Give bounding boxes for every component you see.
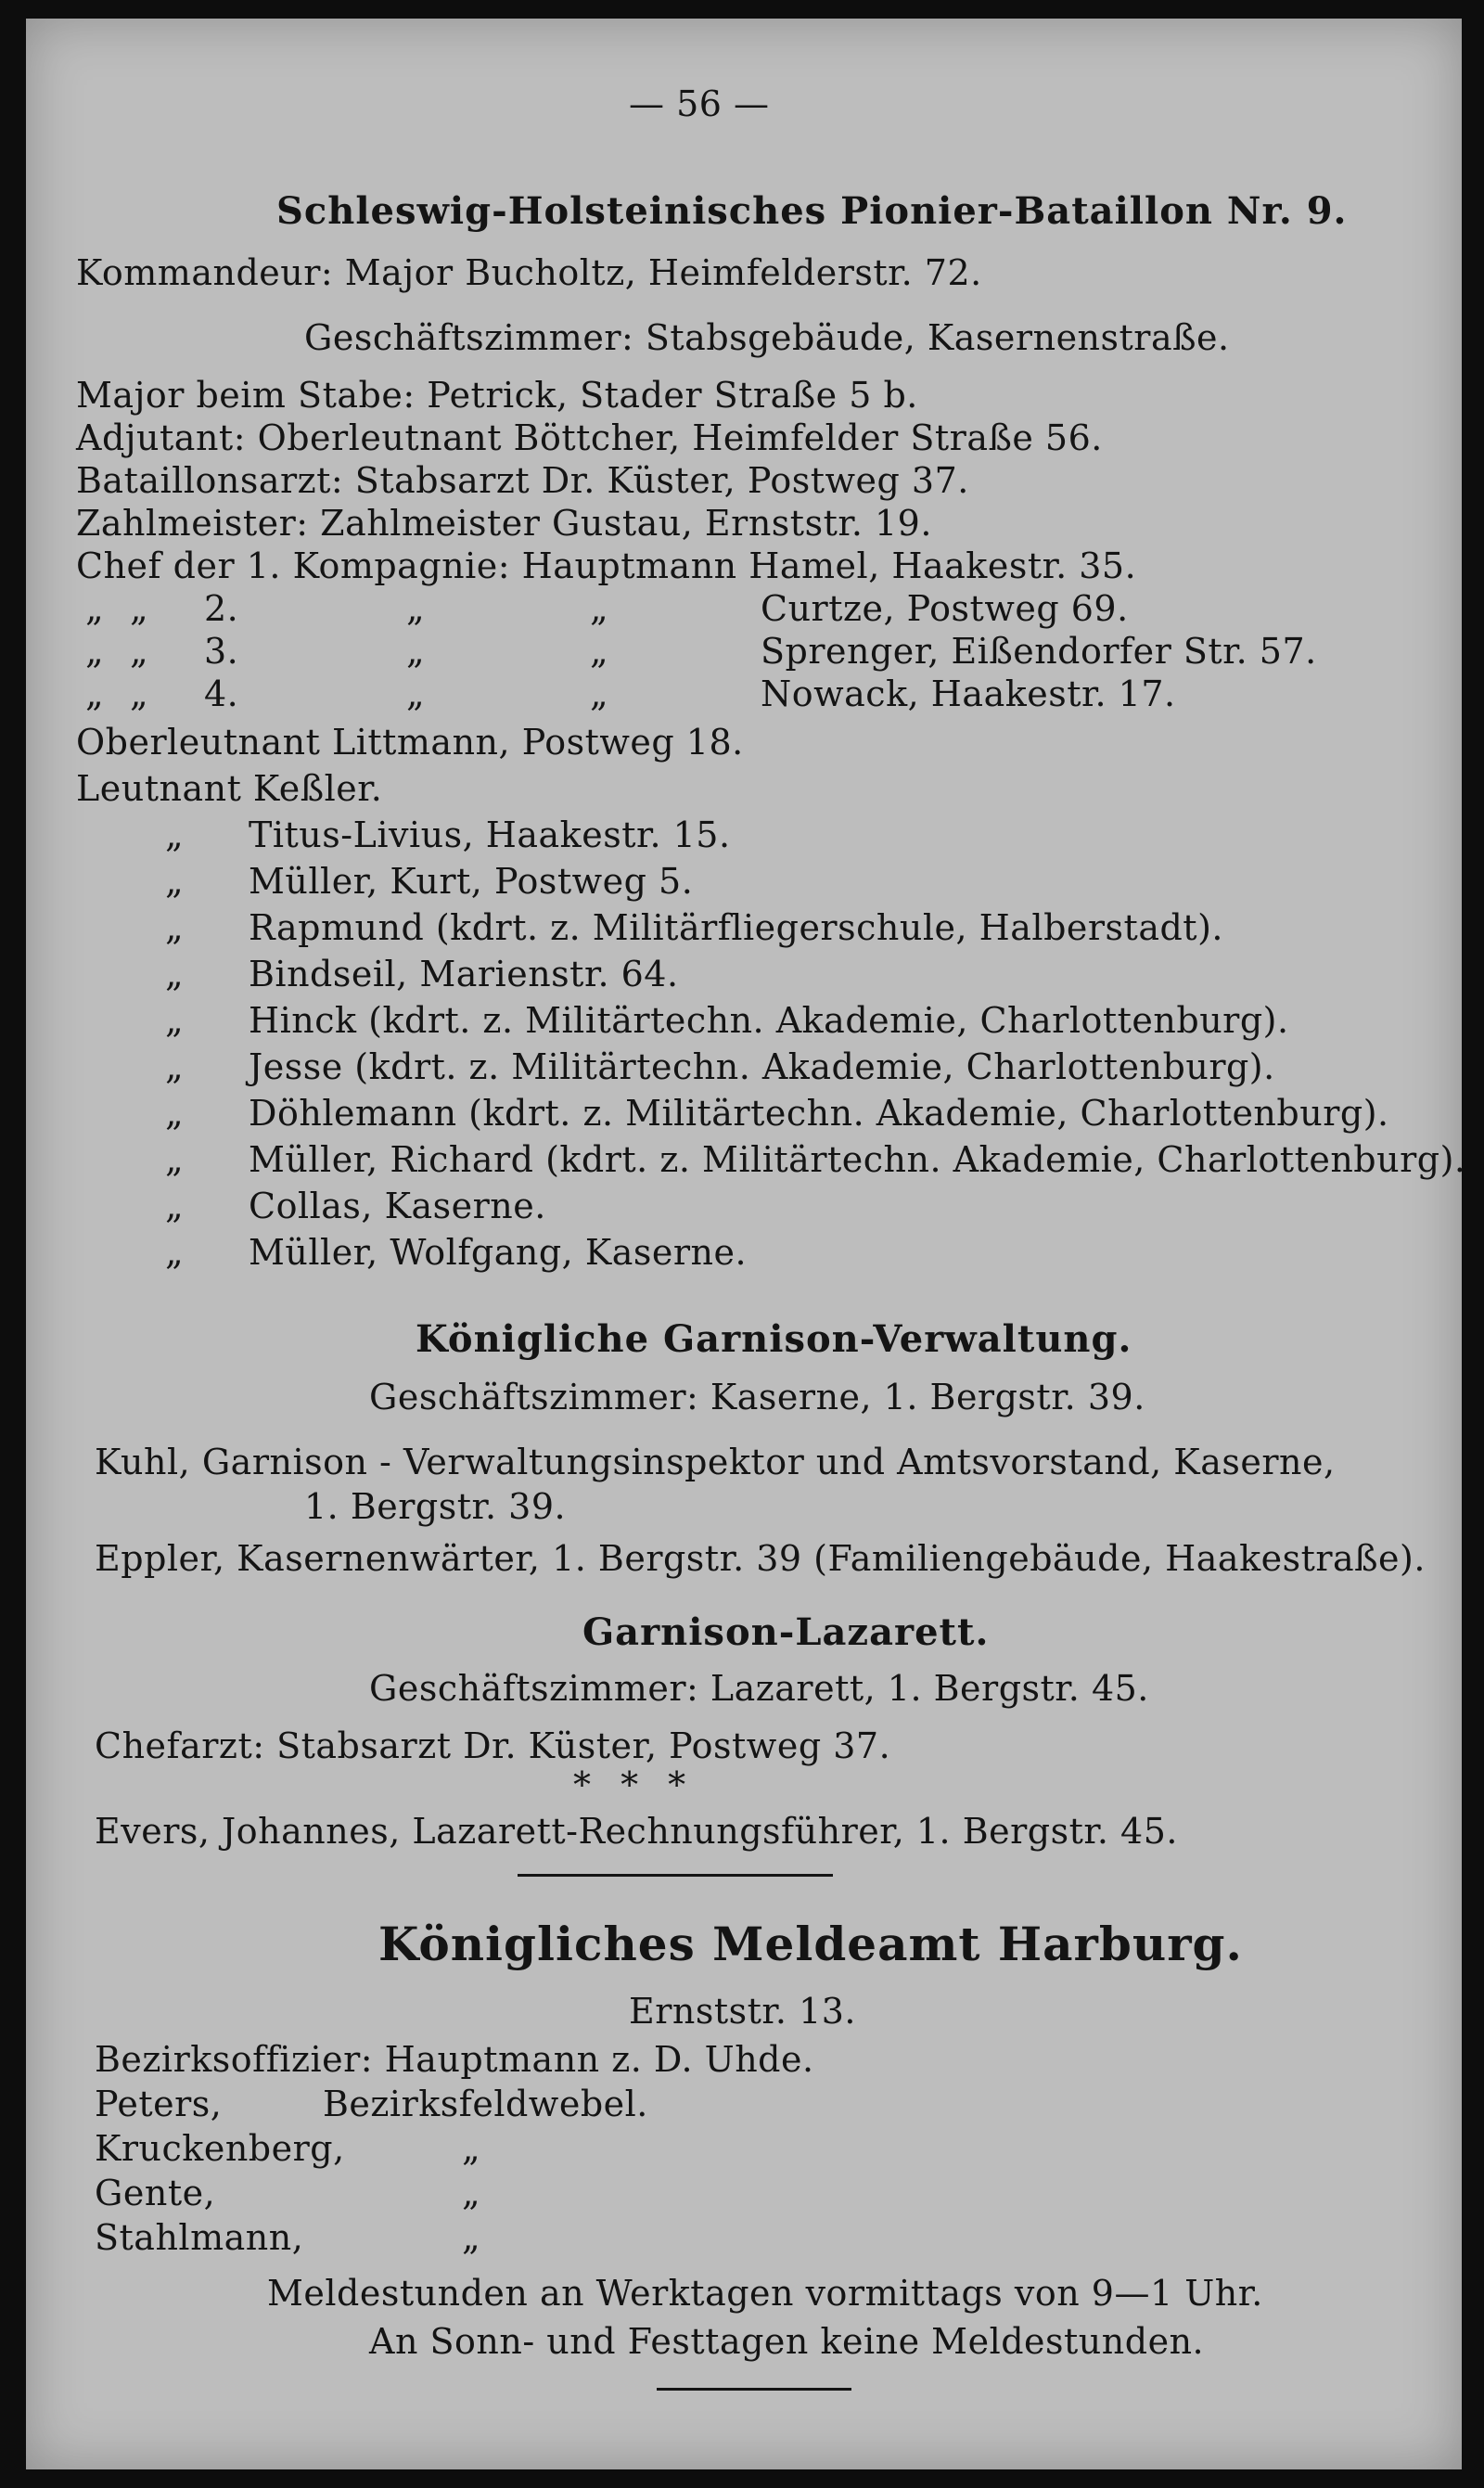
ditto-mark: „	[85, 673, 104, 714]
company-3-name: Sprenger, Eißendorfer Str. 57.	[761, 631, 1317, 672]
ditto-mark: „	[462, 2173, 480, 2213]
ditto-mark: „	[85, 631, 104, 672]
ditto-mark: „	[165, 1232, 184, 1273]
ditto-mark: „	[165, 814, 184, 855]
ditto-mark: „	[165, 954, 184, 994]
kuhl-entry-continued: 1. Bergstr. 39.	[304, 1486, 567, 1527]
ditto-mark: „	[165, 1093, 184, 1134]
pioneer-office: Geschäftszimmer: Stabsgebäude, Kasernenstraße.	[304, 317, 1230, 358]
staff-role: Bezirksfeldwebel.	[323, 2084, 648, 2124]
office-hours: Meldestunden an Werktagen vormittags von 9—1 Uhr.	[267, 2273, 1263, 2314]
staff-name: Peters,	[95, 2084, 223, 2124]
ditto-mark: „	[85, 588, 104, 629]
leutnant-entry: Döhlemann (kdrt. z. Militärtechn. Akademie, Charlottenburg).	[249, 1093, 1389, 1134]
registration-address: Ernststr. 13.	[629, 1991, 857, 2032]
pioneer-paymaster: Zahlmeister: Zahlmeister Gustau, Ernststr. 19.	[76, 503, 932, 544]
garrison-admin-title: Königliche Garnison-Verwaltung.	[416, 1317, 1132, 1361]
end-divider	[657, 2388, 851, 2391]
ditto-mark: „	[130, 588, 148, 629]
company-2-number: 2.	[204, 588, 239, 629]
district-officer: Bezirksoffizier: Hauptmann z. D. Uhde.	[95, 2039, 814, 2080]
company-2-name: Curtze, Postweg 69.	[761, 588, 1129, 629]
staff-name: Stahlmann,	[95, 2217, 304, 2258]
asterisk-divider: * * *	[573, 1764, 696, 1805]
pioneer-commander: Kommandeur: Major Bucholtz, Heimfelderstr. 72.	[76, 252, 982, 293]
company-1: Chef der 1. Kompagnie: Hauptmann Hamel, Haakestr. 35.	[76, 545, 1137, 586]
ditto-mark: „	[165, 1046, 184, 1087]
pioneer-doctor: Bataillonsarzt: Stabsarzt Dr. Küster, Postweg 37.	[76, 460, 969, 501]
company-3-number: 3.	[204, 631, 239, 672]
ditto-mark: „	[590, 631, 608, 672]
staff-name: Gente,	[95, 2173, 216, 2213]
company-4-name: Nowack, Haakestr. 17.	[761, 673, 1176, 714]
leutnant-entry: Collas, Kaserne.	[249, 1186, 546, 1226]
registration-title: Königliches Meldeamt Harburg.	[378, 1917, 1243, 1971]
ditto-mark: „	[165, 861, 184, 902]
evers-entry: Evers, Johannes, Lazarett-Rechnungsführer, 1. Bergstr. 45.	[95, 1811, 1178, 1852]
ditto-mark: „	[130, 631, 148, 672]
hospital-office: Geschäftszimmer: Lazarett, 1. Bergstr. 45.	[369, 1668, 1149, 1709]
ditto-mark: „	[406, 631, 425, 672]
ditto-mark: „	[406, 673, 425, 714]
ditto-mark: „	[590, 673, 608, 714]
document-page	[26, 19, 1466, 2469]
oberleutnant: Oberleutnant Littmann, Postweg 18.	[76, 722, 744, 763]
ditto-mark: „	[165, 907, 184, 948]
page-number: — 56 —	[629, 83, 770, 124]
ditto-mark: „	[462, 2128, 480, 2169]
leutnant-entry: Bindseil, Marienstr. 64.	[249, 954, 679, 994]
ditto-mark: „	[590, 588, 608, 629]
ditto-mark: „	[462, 2217, 480, 2258]
leutnant-entry: Müller, Kurt, Postweg 5.	[249, 861, 694, 902]
hospital-title: Garnison-Lazarett.	[582, 1610, 990, 1654]
holiday-note: An Sonn- und Festtagen keine Meldestunden.	[369, 2321, 1205, 2362]
ditto-mark: „	[406, 588, 425, 629]
pioneer-adjutant: Adjutant: Oberleutnant Böttcher, Heimfelder Straße 56.	[76, 417, 1103, 458]
ditto-mark: „	[165, 1186, 184, 1226]
ditto-mark: „	[165, 1000, 184, 1041]
pioneer-title: Schleswig-Holsteinisches Pionier-Bataillon Nr. 9.	[276, 189, 1348, 233]
ditto-mark: „	[130, 673, 148, 714]
pioneer-major: Major beim Stabe: Petrick, Stader Straße 5 b.	[76, 375, 918, 416]
section-divider	[518, 1874, 833, 1877]
company-4-number: 4.	[204, 673, 239, 714]
leutnant-entry: Rapmund (kdrt. z. Militärfliegerschule, Halberstadt).	[249, 907, 1223, 948]
leutnant: Leutnant Keßler.	[76, 768, 383, 809]
garrison-admin-office: Geschäftszimmer: Kaserne, 1. Bergstr. 39.	[369, 1377, 1145, 1417]
staff-name: Kruckenberg,	[95, 2128, 345, 2169]
kuhl-entry: Kuhl, Garnison - Verwaltungsinspektor und Amtsvorstand, Kaserne,	[95, 1442, 1336, 1482]
leutnant-entry: Jesse (kdrt. z. Militärtechn. Akademie, Charlottenburg).	[249, 1046, 1275, 1087]
leutnant-entry: Titus-Livius, Haakestr. 15.	[249, 814, 731, 855]
ditto-mark: „	[165, 1139, 184, 1180]
leutnant-entry: Hinck (kdrt. z. Militärtechn. Akademie, Charlottenburg).	[249, 1000, 1289, 1041]
leutnant-entry: Müller, Wolfgang, Kaserne.	[249, 1232, 748, 1273]
hospital-chief: Chefarzt: Stabsarzt Dr. Küster, Postweg 37.	[95, 1725, 891, 1766]
leutnant-entry: Müller, Richard (kdrt. z. Militärtechn. Akademie, Charlottenburg).	[249, 1139, 1466, 1180]
eppler-entry: Eppler, Kasernenwärter, 1. Bergstr. 39 (Familiengebäude, Haakestraße).	[95, 1538, 1426, 1579]
